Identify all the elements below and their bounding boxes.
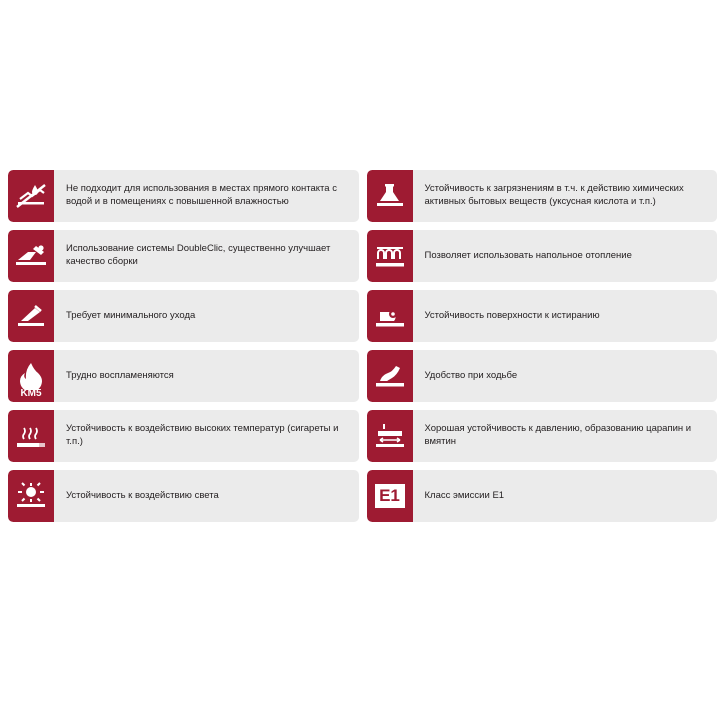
feature-row	[8, 170, 359, 222]
feature-label: Требует минимального ухода	[66, 309, 196, 321]
feature-label: Устойчивость к загрязнениям в т.ч. к действию химических активных бытовых веществ (уксусная кислота и т.п.)	[424, 183, 684, 207]
cigarette-heat-icon	[8, 410, 54, 462]
emission-class-icon	[367, 470, 413, 522]
no-water-contact-icon	[8, 170, 54, 222]
feature-label: Класс эмиссии Е1	[424, 489, 505, 501]
walking-comfort-icon	[367, 350, 413, 402]
feature-grid	[8, 170, 717, 522]
feature-row	[8, 290, 359, 342]
km5-badge: KM5	[20, 388, 42, 399]
feature-column-left	[8, 170, 359, 522]
pressure-resistance-icon	[367, 410, 413, 462]
feature-label: Хорошая устойчивость к давлению, образованию царапин и вмятин	[424, 423, 692, 447]
feature-label: Позволяет использовать напольное отопление	[424, 249, 632, 261]
feature-label: Устойчивость к воздействию высоких температур (сигареты и т.п.)	[66, 423, 339, 447]
underfloor-heating-icon	[367, 230, 413, 282]
feature-row	[8, 230, 359, 282]
feature-row	[367, 350, 718, 402]
abrasion-resistance-icon	[367, 290, 413, 342]
minimal-care-icon	[8, 290, 54, 342]
feature-row	[367, 230, 718, 282]
chemical-resistance-icon	[367, 170, 413, 222]
feature-row	[367, 410, 718, 462]
feature-label: Устойчивость к воздействию света	[66, 489, 219, 501]
doubleclic-system-icon	[8, 230, 54, 282]
feature-label: Удобство при ходьбе	[424, 369, 518, 381]
feature-label: Устойчивость поверхности к истиранию	[424, 309, 600, 321]
feature-label: Не подходит для использования в местах прямого контакта с водой и в помещениях с повышенной влажностью	[66, 183, 337, 207]
sun-light-icon	[8, 470, 54, 522]
feature-row	[8, 350, 359, 402]
feature-row	[367, 170, 718, 222]
feature-row	[8, 470, 359, 522]
feature-row	[367, 470, 718, 522]
feature-row	[8, 410, 359, 462]
feature-row	[367, 290, 718, 342]
feature-label: Трудно воспламеняются	[66, 369, 174, 381]
flame-km5-icon	[8, 350, 54, 402]
e1-badge: E1	[379, 486, 400, 505]
feature-label: Использование системы DoubleClic, существенно улучшает качество сборки	[66, 243, 331, 267]
feature-column-right	[367, 170, 718, 522]
e1-badge-box	[373, 482, 407, 510]
